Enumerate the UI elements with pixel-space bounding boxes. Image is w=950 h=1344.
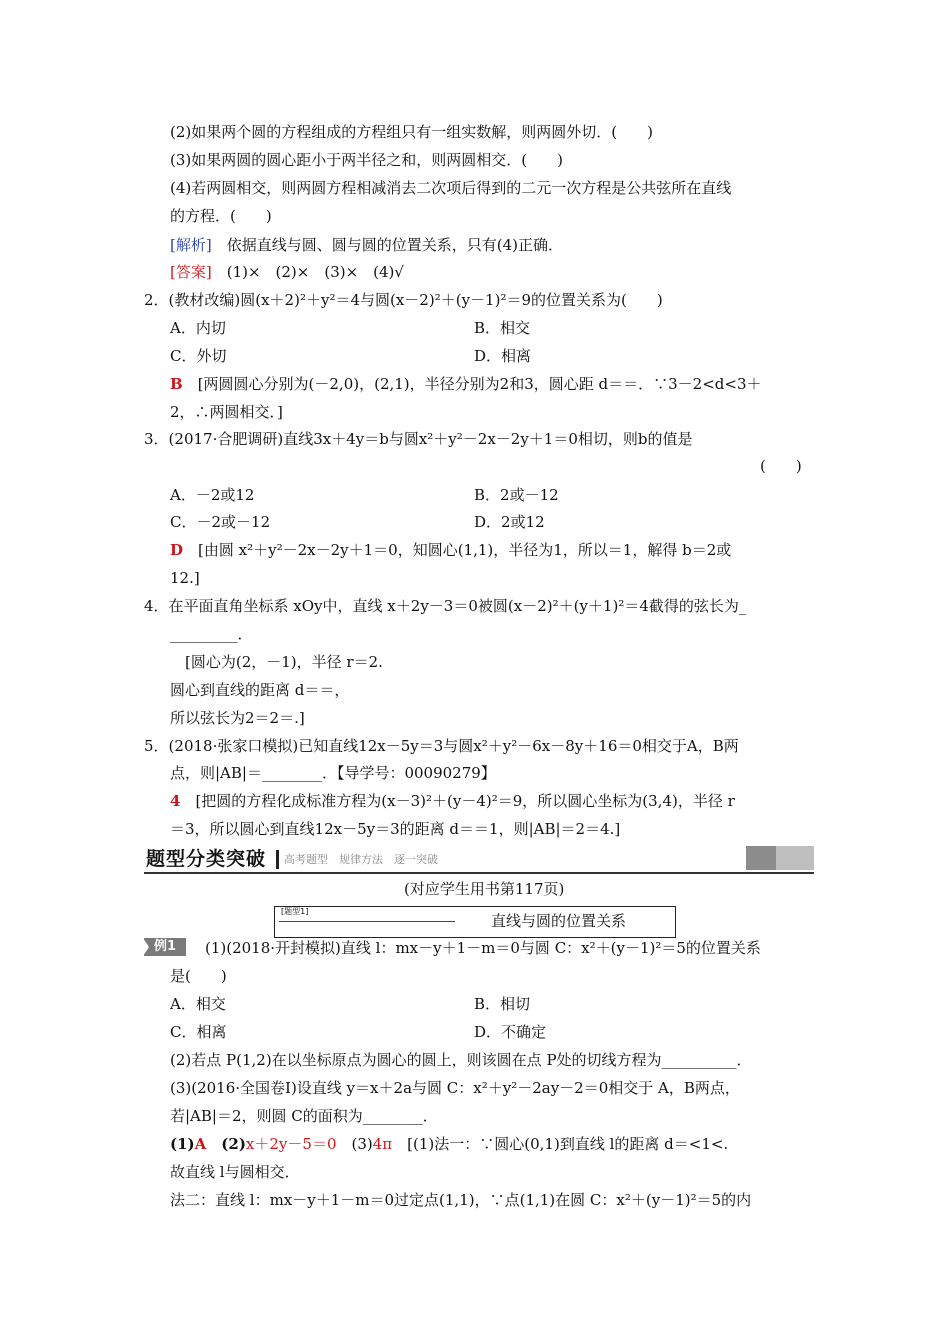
q3-answer-letter: D: [170, 541, 184, 559]
topic-tag-box: [279, 909, 455, 922]
ex1-option-c: C．相离: [170, 1023, 227, 1041]
answer-tag: [答案]: [170, 263, 212, 281]
q2-option-b: B．相交: [474, 319, 531, 337]
q5-stem-cont: 点，则|AB|＝________．【导学号：00090279】: [170, 764, 496, 782]
ex1-ans2-num: (2): [206, 1135, 246, 1153]
q5-stem: 5．(2018·张家口模拟)已知直线12x－5y＝3与圆x²＋y²－6x－8y＋16＝0相交于A，B两: [144, 737, 739, 755]
ex1-ans3-num: (3): [336, 1135, 373, 1153]
q3-option-c: C．－2或－12: [170, 513, 271, 531]
q3-paren: ( ): [760, 457, 802, 475]
ex1-answers: [170, 1133, 728, 1155]
ex1-part-3: (3)(2016·全国卷Ⅰ)设直线 y＝x＋2a与圆 C：x²＋y²－2ay－2＝0相交于 A，B两点，: [170, 1079, 740, 1097]
ex1-solution-2: 故直线 l与圆相交．: [170, 1163, 300, 1181]
ex1-solution-3: 法二：直线 l：mx－y＋1－m＝0过定点(1,1)，∵点(1,1)在圆 C：x²＋(y－1)²＝5的内: [170, 1191, 752, 1209]
section-banner: [144, 846, 814, 874]
ex1-ans3: 4π: [372, 1135, 393, 1153]
banner-divider: [276, 850, 279, 869]
topic-tag: [题型1]: [281, 907, 309, 916]
banner-decor-dark: [746, 846, 776, 870]
ex1-option-b: B．相切: [474, 995, 531, 1013]
ex1-ans1: A: [194, 1135, 207, 1153]
ex1-option-a: A．相交: [170, 995, 226, 1013]
q4-stem-cont: _________．: [170, 625, 253, 643]
answer-line: [170, 261, 404, 283]
q2-option-d: D．相离: [474, 347, 532, 365]
q3-option-b: B．2或－12: [474, 486, 559, 504]
topic-title: 直线与圆的位置关系: [491, 912, 627, 930]
q2-option-a: A．内切: [170, 319, 226, 337]
q2-option-c: C．外切: [170, 347, 227, 365]
ex1-part-2: (2)若点 P(1,2)在以坐标原点为圆心的圆上，则该圆在点 P处的切线方程为__________．: [170, 1051, 752, 1069]
ex1-ans2: x＋2y－5＝0: [245, 1135, 337, 1153]
q1-item-4-cont: 的方程．( ): [170, 207, 272, 225]
ex1-solution-1: [(1)法一：∵圆心(0,1)到直线 l的距离 d＝<1<.: [392, 1135, 729, 1153]
q4-solution-2: 圆心到直线的距离 d＝＝，: [170, 681, 350, 699]
q4-solution-1: [圆心为(2，－1)，半径 r＝2.: [170, 653, 383, 671]
q2-stem: 2．(教材改编)圆(x＋2)²＋y²＝4与圆(x－2)²＋(y－1)²＝9的位置关系为( ): [144, 291, 663, 309]
q1-item-2: (2)如果两个圆的方程组成的方程组只有一组实数解，则两圆外切．( ): [170, 123, 653, 141]
q2-answer-text: [两圆圆心分别为(－2,0)，(2,1)，半径分别为2和3，圆心距 d＝＝．∵3－2<d<3＋: [182, 375, 762, 393]
analysis-line: [170, 234, 563, 256]
topic-box: [274, 906, 676, 938]
banner-decor-light: [776, 846, 814, 870]
q3-stem: 3．(2017·合肥调研)直线3x＋4y＝b与圆x²＋y²－2x－2y＋1＝0相切，则b的值是: [144, 430, 693, 448]
q2-answer-letter: B: [170, 375, 183, 393]
q3-option-a: A．－2或12: [170, 486, 255, 504]
ex1-stem-cont: 是( ): [170, 967, 227, 985]
q3-answer: [170, 539, 731, 561]
section-subtitle: 高考题型 规律方法 逐一突破: [284, 853, 438, 866]
example-tag: 例1: [144, 938, 186, 956]
q5-answer-letter: 4: [170, 792, 181, 810]
ex1-stem: (1)(2018·开封模拟)直线 l：mx－y＋1－m＝0与圆 C：x²＋(y－1)²＝5的位置关系: [190, 939, 761, 957]
q5-answer-text: [把圆的方程化成标准方程为(x－3)²＋(y－4)²＝9，所以圆心坐标为(3,4)，半径 r: [180, 792, 735, 810]
section-title: 题型分类突破: [146, 848, 267, 870]
ex1-part-3-cont: 若|AB|＝2，则圆 C的面积为________．: [170, 1107, 438, 1125]
analysis-text: 依据直线与圆、圆与圆的位置关系，只有(4)正确．: [211, 236, 563, 254]
q4-solution-3: 所以弦长为2＝2＝.]: [170, 709, 305, 727]
q5-answer: [170, 790, 735, 812]
q3-answer-cont: 12.]: [170, 569, 200, 587]
answer-text: (1)× (2)× (3)× (4)√: [211, 263, 404, 281]
q3-answer-text: [由圆 x²＋y²－2x－2y＋1＝0，知圆心(1,1)，半径为1，所以＝1，解得 b＝2或: [183, 541, 732, 559]
ex1-ans1-num: (1): [170, 1135, 195, 1153]
q4-stem: 4．在平面直角坐标系 xOy中，直线 x＋2y－3＝0被圆(x－2)²＋(y＋1)²＝4截得的弦长为_: [144, 597, 747, 615]
q2-answer: [170, 373, 762, 395]
analysis-tag: [解析]: [170, 236, 212, 254]
q1-item-4: (4)若两圆相交，则两圆方程相减消去二次项后得到的二元一次方程是公共弦所在直线: [170, 179, 732, 197]
q3-option-d: D．2或12: [474, 513, 545, 531]
q1-item-3: (3)如果两圆的圆心距小于两半径之和，则两圆相交．( ): [170, 151, 563, 169]
book-page-reference: (对应学生用书第117页): [404, 880, 565, 898]
q2-answer-cont: 2，∴两圆相交．]: [170, 403, 283, 421]
ex1-option-d: D．不确定: [474, 1023, 547, 1041]
q5-answer-cont: ＝3，所以圆心到直线12x－5y＝3的距离 d＝＝1，则|AB|＝2＝4.]: [170, 820, 621, 838]
